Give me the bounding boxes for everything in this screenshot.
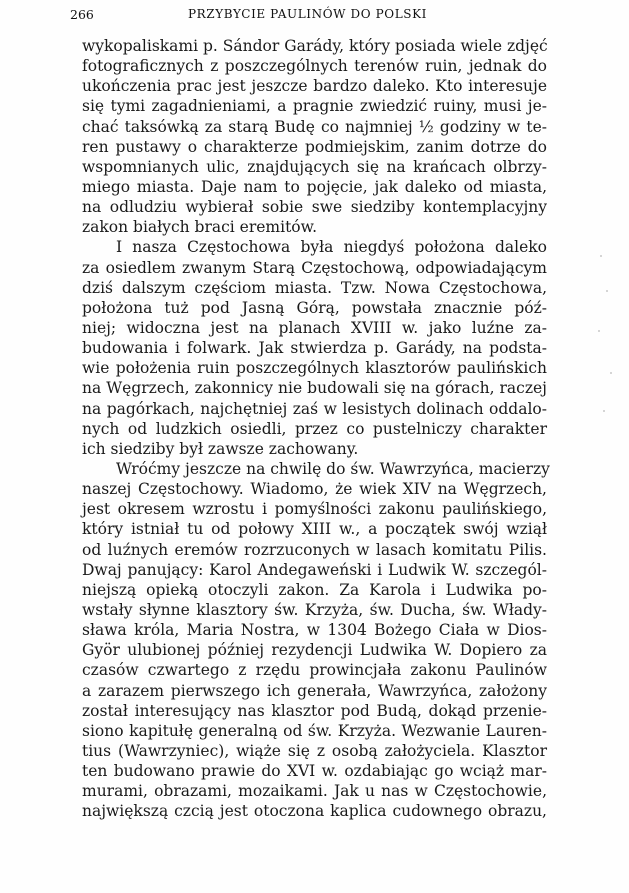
text-line: chać taksówką za starą Budę co najmniej ½ godziny w te- [82, 117, 547, 136]
running-title: PRZYBYCIE PAULINÓW DO POLSKI [188, 7, 428, 21]
text-line: niejszą opieką otoczyli zakon. Za Karola i Ludwika po- [82, 580, 547, 599]
text-line: zakon białych braci eremitów. [82, 218, 317, 237]
text-line: czasów czwartego z rzędu prowincjała zakonu Paulinów [82, 661, 547, 680]
text-line: wykopaliskami p. Sándor Garády, który posiada wiele zdjęć [82, 37, 548, 55]
text-line: ten budowano prawie do XVI w. ozdabiając go wciąż mar- [82, 762, 547, 781]
text-line: za osiedlem zwanym Starą Częstochową, odpowiadającym [82, 258, 547, 277]
text-line: Dwaj panujący: Karol Andegaweński i Ludwik W. szczegól- [82, 560, 547, 579]
text-line: się tymi zagadnieniami, a pragnie zwiedzić ruiny, musi je- [82, 97, 547, 116]
page-number: 266 [70, 7, 94, 22]
text-line: sława króla, Maria Nostra, w 1304 Bożego Ciała w Dios- [82, 621, 547, 640]
paper-speck [600, 255, 602, 257]
text-line: niej; widoczna jest na planach XVIII w. jako luźne za- [82, 318, 547, 337]
paper-speck [603, 410, 605, 412]
text-line: położona tuż pod Jasną Górą, powstała znacznie póź- [82, 298, 547, 317]
paper-speck [598, 330, 600, 332]
text-line: na pagórkach, najchętniej zaś w lesistych dolinach oddalo- [82, 399, 547, 418]
text-line: ren pustawy o charakterze podmiejskim, zanim dotrze do [82, 137, 547, 156]
body-text [82, 36, 550, 821]
text-line: tius (Wawrzyniec), wiąże się z osobą założyciela. Klasztor [82, 741, 547, 760]
text-line: siono kapitułę generalną od św. Krzyża. Wezwanie Lauren- [82, 721, 547, 740]
text-line: murami, obrazami, mozaikami. Jak u nas w Częstochowie, [82, 782, 547, 801]
text-line: od luźnych eremów rozrzuconych w lasach komitatu Pilis. [82, 540, 547, 559]
text-line: a zarazem pierwszego ich generała, Wawrzyńca, założony [82, 681, 547, 700]
text-line: I nasza Częstochowa była niegdyś położona daleko [116, 238, 547, 257]
text-line: miego miasta. Daje nam to pojęcie, jak daleko od miasta, [82, 177, 547, 196]
text-line: fotograficznych z poszczególnych terenów ruin, jednak do [82, 57, 547, 76]
text-line: który istniał tu od połowy XIII w., a początek swój wziął [82, 520, 547, 539]
text-line: na odludziu wybierał sobie swe siedziby kontemplacyjny [82, 198, 547, 217]
page-header [70, 7, 570, 23]
text-line: największą czcią jest otoczona kaplica cudownego obrazu, [82, 802, 547, 821]
text-line: wie położenia ruin poszczególnych klasztorów paulińskich [82, 359, 547, 378]
text-line: jest okresem wzrostu i pomyślności zakonu paulińskiego, [82, 500, 547, 519]
text-line: nych od ludzkich osiedli, przez co pustelniczy charakter [82, 419, 547, 438]
paper-speck [610, 372, 612, 374]
text-line: wstały słynne klasztory św. Krzyża, św. Ducha, św. Włady- [82, 600, 547, 619]
text-line: został interesujący nas klasztor pod Budą, dokąd przenie- [82, 701, 547, 720]
text-line: ich siedziby był zawsze zachowany. [82, 439, 359, 458]
text-line: ukończenia prac jest jeszcze bardzo daleko. Kto interesuje [82, 77, 547, 96]
text-line: na Węgrzech, zakonnicy nie budowali się na górach, raczej [82, 379, 547, 398]
text-line: dziś dalszym częściom miasta. Tzw. Nowa Częstochowa, [82, 278, 547, 297]
paper-speck [606, 290, 608, 292]
text-line: Wróćmy jeszcze na chwilę do św. Wawrzyńca, macierzy [116, 459, 550, 478]
text-line: wspomnianych ulic, znajdujących się na krańcach olbrzy- [82, 157, 547, 176]
text-line: Györ ulubionej później rezydencji Ludwika W. Dopiero za [82, 641, 547, 660]
text-line: budowania i folwark. Jak stwierdza p. Garády, na podsta- [82, 339, 547, 358]
text-line: naszej Częstochowy. Wiadomo, że wiek XIV na Węgrzech, [82, 480, 547, 499]
